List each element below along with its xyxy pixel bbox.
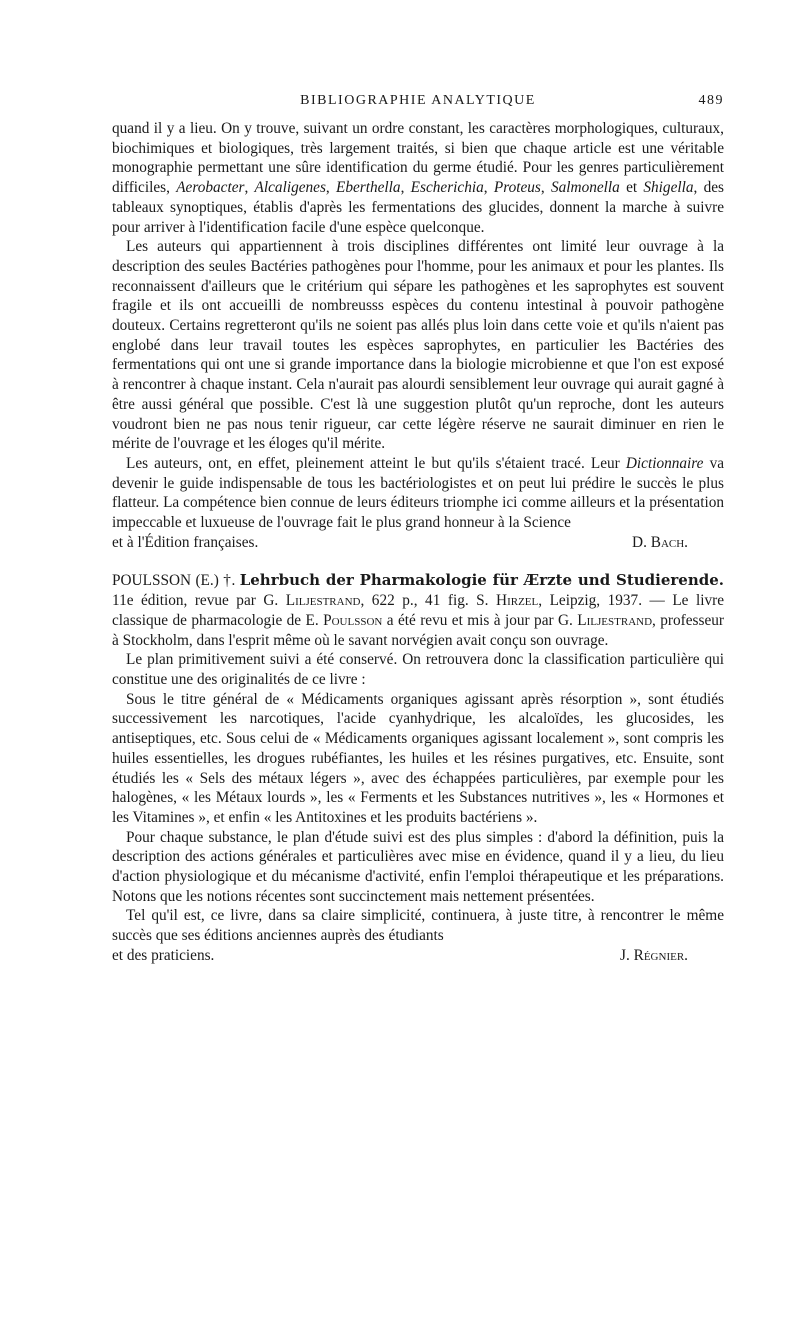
review1-paragraph-2: Les auteurs qui appartiennent à trois disciplines différentes ont limité leur ouvrage à la description des seules Bactéries pathogènes pour l'homme, pour les animaux et pour les plantes. Ils reconnaissent d'ailleurs que le critérium qui sépare les pathogènes et les saprophytes est souvent fragile et ils ont accueilli de nombreusss espèces du contenu intestinal à pouvoir pathogène douteux. Certains regretteront qu'ils ne soient pas allés plus loin dans cette voie et qu'ils n'aient pas englobé dans leur travail toutes les espèces saprophytes, en particulier les Bactéries des fermentations qui ont une si grande importance dans la biologie microbienne et que l'on est exposé à rencontrer à chaque instant. Cela n'aurait pas alourdi sensiblement leur ouvrage qui aurait gagné à être aussi général que possible. C'est là une suggestion plutôt qu'un reproche, dont les auteurs voudront bien ne pas nous tenir rigueur, car cette légère réserve ne saurait diminuer en rien le mérite de l'ouvrage et les éloges qu'il mérite. [112, 238, 724, 453]
genus-name: Escherichia [410, 179, 484, 197]
genus-name: Salmonella [550, 179, 620, 197]
review1-paragraph-3: Les auteurs, ont, en effet, pleinement atteint le but qu'ils s'étaient tracé. Leur Dictionnaire va devenir le guide indispensable de tous les bactériologistes et on peut lui prédire le succès le plus flatteur. La compétence bien connue de leurs éditeurs triomphe ici comme ailleurs et la présentation impeccable et luxueuse de l'ouvrage fait le plus grand honneur à la Science [112, 454, 725, 532]
genus-name: Aerobacter [176, 179, 245, 197]
review2-paragraph-5: Tel qu'il est, ce livre, dans sa claire simplicité, continuera, à juste titre, à rencontrer le même succès que ses éditions anciennes auprès des étudiants [112, 907, 724, 945]
review2-paragraph-4: Pour chaque substance, le plan d'étude suivi est des plus simples : d'abord la définition, puis la description des actions générales et particulières avec mise en évidence, quand il y a lieu, du lieu d'action physiologique et du mécanisme d'activité, enfin l'emploi thérapeutique et les préparations. Notons que les notions récentes sont succinctement mais nettement présentées. [112, 828, 724, 905]
page [112, 93, 724, 966]
review2-paragraph-3: Sous le titre général de « Médicaments organiques agissant après résorption », sont étudiés successivement les narcotiques, l'acide cyanhydrique, les alcaloïdes, les glucosides, les antiseptiques, etc. Sous celui de « Médicaments organiques agissant localement », sont compris les huiles essentielles, les drogues rubéfiantes, les huiles et les résines purgatives, etc. Ensuite, sont étudiés les « Sels des métaux légers », avec des échappées particulières, par exemple pour les halogènes, « les Métaux lourds », les « Ferments et les Substances nutritives », les « Hormones et les Vitamines », et enfin « les Antitoxines et les produits bactériens ». [112, 690, 724, 826]
book-author: POULSSON (E.) †. [112, 572, 236, 590]
genus-name: Proteus [493, 179, 541, 197]
review1-closing-line [112, 533, 724, 553]
page-number: 489 [698, 93, 724, 108]
closing-text: et à l'Édition françaises. [112, 533, 259, 551]
review2-entry-head: POULSSON (E.) †. Lehrbuch der Pharmakologie für Ærzte und Studierende. 11e édition, revue par G. Liljestrand, 622 p., 41 fig. S. Hirzel, Leipzig, 1937. — Le livre classique de pharmacologie de E. Poulsson a été revu et mis à jour par G. Liljestrand, professeur à Stockholm, dans l'esprit même où le savant norvégien avait conçu son ouvrage. [112, 571, 725, 649]
book-title: Lehrbuch der Pharmakologie für Ærzte und Studierende. [239, 571, 724, 590]
review1-paragraph-1: quand il y a lieu. On y trouve, suivant un ordre constant, les caractères morphologiques, culturaux, biochimiques et biologiques, très largement traités, si bien que chaque article est une véritable monographie permettant une sûre identification du germe étudié. Pour les genres particulièrement difficiles, Aerobacter, Alcaligenes, Eberthella, Escherichia, Proteus, Salmonella et Shigella, des tableaux synoptiques, établis d'après les fermentations des glucides, donnent la marche à suivre pour arriver à l'identification facile d'une espèce quelconque. [112, 120, 724, 236]
running-head [112, 93, 724, 119]
reviewer-signature: J. Régnier. [620, 946, 688, 964]
closing-text: et des praticiens. [112, 946, 215, 964]
reviewer-signature: D. Bach. [632, 533, 688, 551]
review-bach [112, 119, 724, 552]
genus-name: Shigella [643, 179, 694, 197]
genus-name: Eberthella [336, 179, 401, 197]
review2-closing-line [112, 946, 724, 966]
review2-paragraph-2: Le plan primitivement suivi a été conservé. On retrouvera donc la classification particulière qui constitue une des originalités de ce livre : [112, 651, 724, 688]
running-title: BIBLIOGRAPHIE ANALYTIQUE [300, 93, 536, 108]
review-poulsson [112, 571, 724, 965]
dictionnaire-title: Dictionnaire [625, 454, 704, 472]
genus-name: Alcaligenes [254, 179, 326, 197]
